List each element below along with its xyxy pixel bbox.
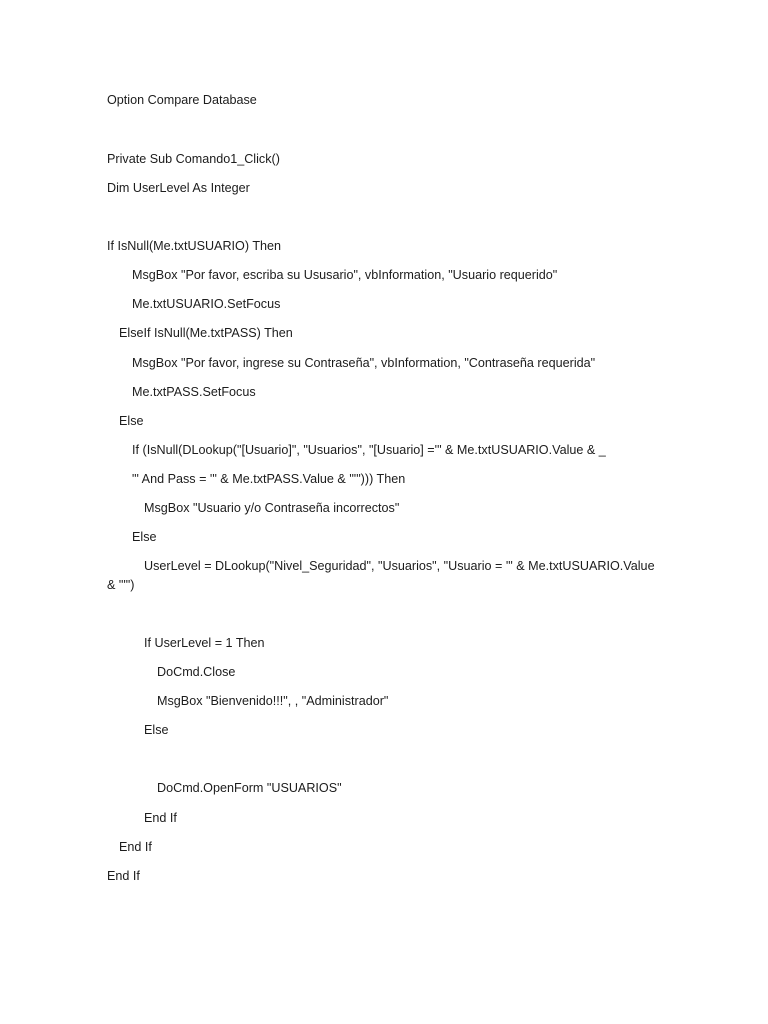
code-line-msgbox-bienvenido: MsgBox "Bienvenido!!!", , "Administrador" [157,694,389,708]
code-line-setfocus-pass: Me.txtPASS.SetFocus [132,385,256,399]
code-line-msgbox-pass: MsgBox "Por favor, ingrese su Contraseña", vbInformation, "Contraseña requerida" [132,356,596,370]
code-line-end-if-inner: End If [144,811,177,825]
code-line-msgbox-usuario: MsgBox "Por favor, escriba su Ususario", vbInformation, "Usuario requerido" [132,268,558,282]
code-line-option-compare: Option Compare Database [107,93,257,107]
code-line-end-if-middle: End If [119,840,152,854]
code-line-else-outer: Else [119,414,144,428]
code-line-if-dlookup: If (IsNull(DLookup("[Usuario]", "Usuarios", "[Usuario] ='" & Me.txtUSUARIO.Value & _ [132,443,606,457]
code-line-else-inner: Else [144,723,169,737]
code-line-dim-userlevel: Dim UserLevel As Integer [107,181,250,195]
code-line-docmd-close: DoCmd.Close [157,665,236,679]
code-line-if-userlevel: If UserLevel = 1 Then [144,636,265,650]
code-line-end-if-outer: End If [107,869,140,883]
code-line-and-pass: "' And Pass = '" & Me.txtPASS.Value & "'"))) Then [132,472,406,486]
code-line-if-isnull-usuario: If IsNull(Me.txtUSUARIO) Then [107,239,282,253]
code-line-elseif-pass: ElseIf IsNull(Me.txtPASS) Then [119,326,293,340]
code-line-msgbox-incorrectos: MsgBox "Usuario y/o Contraseña incorrectos" [144,501,400,515]
code-line-setfocus-usuario: Me.txtUSUARIO.SetFocus [132,297,281,311]
code-line-userlevel-assign: UserLevel = DLookup("Nivel_Seguridad", "Usuarios", "Usuario = '" & Me.txtUSUARIO.Value [144,559,655,573]
code-line-private-sub: Private Sub Comando1_Click() [107,152,280,166]
code-line-docmd-openform: DoCmd.OpenForm "USUARIOS" [157,781,342,795]
code-line-userlevel-continuation: & "'") [107,578,135,592]
code-line-else-middle: Else [132,530,157,544]
